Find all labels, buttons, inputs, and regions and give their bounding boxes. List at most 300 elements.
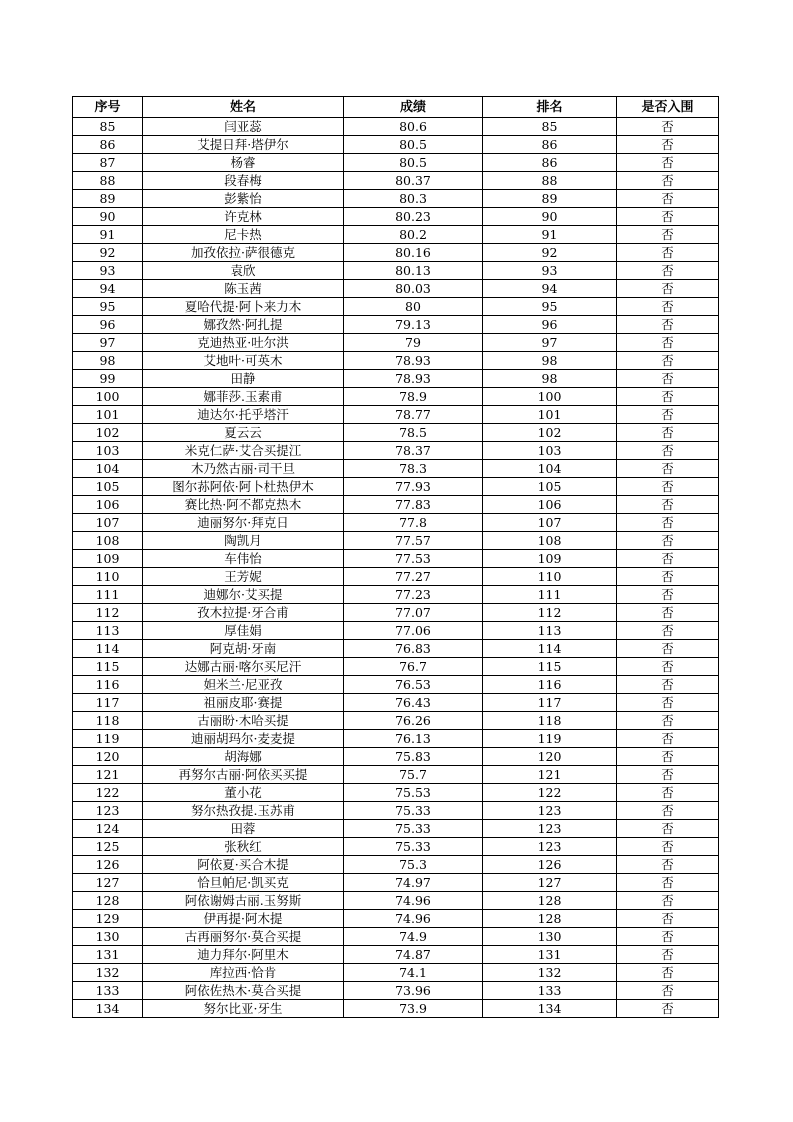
cell-score: 80.6 (344, 118, 483, 136)
cell-rank: 128 (483, 892, 617, 910)
cell-rank: 86 (483, 136, 617, 154)
cell-shortlisted: 否 (617, 730, 719, 748)
cell-shortlisted: 否 (617, 748, 719, 766)
cell-serial-number: 114 (73, 640, 143, 658)
cell-shortlisted: 否 (617, 514, 719, 532)
cell-rank: 104 (483, 460, 617, 478)
cell-rank: 112 (483, 604, 617, 622)
cell-shortlisted: 否 (617, 676, 719, 694)
table-row (73, 424, 719, 442)
cell-score: 75.33 (344, 802, 483, 820)
table-row (73, 1000, 719, 1018)
cell-name: 再努尔古丽·阿依买买提 (143, 766, 344, 784)
cell-serial-number: 106 (73, 496, 143, 514)
cell-score: 78.93 (344, 352, 483, 370)
table-row (73, 910, 719, 928)
table-row (73, 622, 719, 640)
cell-shortlisted: 否 (617, 478, 719, 496)
cell-shortlisted: 否 (617, 244, 719, 262)
cell-rank: 90 (483, 208, 617, 226)
cell-serial-number: 134 (73, 1000, 143, 1018)
cell-name: 王芳妮 (143, 568, 344, 586)
cell-serial-number: 126 (73, 856, 143, 874)
cell-name: 迪达尔·托乎塔汗 (143, 406, 344, 424)
header-shortlisted: 是否入围 (617, 97, 719, 118)
cell-shortlisted: 否 (617, 946, 719, 964)
table-row (73, 496, 719, 514)
cell-rank: 131 (483, 946, 617, 964)
cell-serial-number: 118 (73, 712, 143, 730)
table-row (73, 352, 719, 370)
table-row (73, 154, 719, 172)
table-row (73, 676, 719, 694)
cell-shortlisted: 否 (617, 658, 719, 676)
header-serial-number: 序号 (73, 97, 143, 118)
cell-score: 80.5 (344, 136, 483, 154)
cell-shortlisted: 否 (617, 496, 719, 514)
cell-serial-number: 125 (73, 838, 143, 856)
score-table (72, 96, 719, 1018)
cell-name: 恰旦帕尼·凯买克 (143, 874, 344, 892)
cell-serial-number: 124 (73, 820, 143, 838)
cell-name: 杨睿 (143, 154, 344, 172)
cell-rank: 117 (483, 694, 617, 712)
cell-serial-number: 94 (73, 280, 143, 298)
cell-rank: 101 (483, 406, 617, 424)
cell-rank: 113 (483, 622, 617, 640)
cell-serial-number: 88 (73, 172, 143, 190)
table-row (73, 586, 719, 604)
cell-rank: 98 (483, 352, 617, 370)
cell-rank: 122 (483, 784, 617, 802)
cell-score: 77.8 (344, 514, 483, 532)
cell-serial-number: 85 (73, 118, 143, 136)
cell-rank: 97 (483, 334, 617, 352)
table-row (73, 640, 719, 658)
header-name: 姓名 (143, 97, 344, 118)
cell-name: 赛比热·阿不都克热木 (143, 496, 344, 514)
cell-score: 78.93 (344, 370, 483, 388)
cell-shortlisted: 否 (617, 550, 719, 568)
table-row (73, 982, 719, 1000)
header-rank: 排名 (483, 97, 617, 118)
cell-score: 74.9 (344, 928, 483, 946)
table-row (73, 172, 719, 190)
cell-score: 80.3 (344, 190, 483, 208)
cell-score: 80.5 (344, 154, 483, 172)
table-row (73, 856, 719, 874)
table-header (73, 97, 719, 118)
cell-name: 田蓉 (143, 820, 344, 838)
cell-serial-number: 121 (73, 766, 143, 784)
cell-serial-number: 103 (73, 442, 143, 460)
cell-score: 76.13 (344, 730, 483, 748)
cell-rank: 107 (483, 514, 617, 532)
cell-serial-number: 115 (73, 658, 143, 676)
cell-rank: 128 (483, 910, 617, 928)
cell-name: 娜菲莎.玉素甫 (143, 388, 344, 406)
cell-name: 阿依佐热木·莫合买提 (143, 982, 344, 1000)
cell-serial-number: 120 (73, 748, 143, 766)
cell-serial-number: 113 (73, 622, 143, 640)
cell-rank: 121 (483, 766, 617, 784)
cell-serial-number: 108 (73, 532, 143, 550)
table-body (73, 118, 719, 1018)
cell-serial-number: 116 (73, 676, 143, 694)
cell-shortlisted: 否 (617, 604, 719, 622)
table-row (73, 226, 719, 244)
cell-score: 74.97 (344, 874, 483, 892)
cell-shortlisted: 否 (617, 118, 719, 136)
cell-score: 73.96 (344, 982, 483, 1000)
cell-serial-number: 101 (73, 406, 143, 424)
cell-name: 妲米兰·尼亚孜 (143, 676, 344, 694)
cell-name: 古丽盼·木哈买提 (143, 712, 344, 730)
cell-score: 74.96 (344, 892, 483, 910)
cell-name: 陈玉茜 (143, 280, 344, 298)
cell-rank: 92 (483, 244, 617, 262)
cell-serial-number: 86 (73, 136, 143, 154)
cell-shortlisted: 否 (617, 568, 719, 586)
cell-rank: 103 (483, 442, 617, 460)
cell-rank: 123 (483, 802, 617, 820)
table-row (73, 478, 719, 496)
cell-serial-number: 130 (73, 928, 143, 946)
cell-score: 78.37 (344, 442, 483, 460)
cell-serial-number: 122 (73, 784, 143, 802)
cell-name: 努尔比亚·牙生 (143, 1000, 344, 1018)
cell-serial-number: 100 (73, 388, 143, 406)
cell-shortlisted: 否 (617, 406, 719, 424)
cell-shortlisted: 否 (617, 442, 719, 460)
cell-shortlisted: 否 (617, 838, 719, 856)
cell-name: 艾提日拜·塔伊尔 (143, 136, 344, 154)
cell-serial-number: 102 (73, 424, 143, 442)
cell-serial-number: 93 (73, 262, 143, 280)
cell-name: 董小花 (143, 784, 344, 802)
cell-name: 迪丽胡玛尔·麦麦提 (143, 730, 344, 748)
cell-serial-number: 127 (73, 874, 143, 892)
table-row (73, 820, 719, 838)
cell-rank: 85 (483, 118, 617, 136)
cell-rank: 108 (483, 532, 617, 550)
cell-rank: 130 (483, 928, 617, 946)
cell-shortlisted: 否 (617, 136, 719, 154)
cell-name: 迪丽努尔·拜克日 (143, 514, 344, 532)
table-row (73, 532, 719, 550)
cell-name: 娜孜然·阿扎提 (143, 316, 344, 334)
table-row (73, 316, 719, 334)
cell-shortlisted: 否 (617, 874, 719, 892)
cell-serial-number: 131 (73, 946, 143, 964)
cell-rank: 105 (483, 478, 617, 496)
cell-name: 陶凯月 (143, 532, 344, 550)
cell-score: 80.23 (344, 208, 483, 226)
cell-rank: 89 (483, 190, 617, 208)
cell-score: 80 (344, 298, 483, 316)
table-row (73, 370, 719, 388)
cell-score: 79 (344, 334, 483, 352)
cell-shortlisted: 否 (617, 460, 719, 478)
cell-rank: 100 (483, 388, 617, 406)
cell-rank: 123 (483, 820, 617, 838)
cell-score: 80.13 (344, 262, 483, 280)
cell-shortlisted: 否 (617, 910, 719, 928)
cell-score: 74.1 (344, 964, 483, 982)
cell-rank: 98 (483, 370, 617, 388)
cell-score: 73.9 (344, 1000, 483, 1018)
table-row (73, 838, 719, 856)
cell-serial-number: 89 (73, 190, 143, 208)
cell-shortlisted: 否 (617, 226, 719, 244)
cell-serial-number: 112 (73, 604, 143, 622)
cell-score: 77.57 (344, 532, 483, 550)
table-row (73, 460, 719, 478)
table-row (73, 280, 719, 298)
cell-name: 厚佳娟 (143, 622, 344, 640)
cell-rank: 88 (483, 172, 617, 190)
cell-score: 77.06 (344, 622, 483, 640)
cell-score: 74.87 (344, 946, 483, 964)
table-row (73, 802, 719, 820)
cell-name: 段春梅 (143, 172, 344, 190)
cell-name: 图尔荪阿依·阿卜杜热伊木 (143, 478, 344, 496)
cell-serial-number: 119 (73, 730, 143, 748)
cell-shortlisted: 否 (617, 892, 719, 910)
table-row (73, 964, 719, 982)
cell-name: 阿依谢姆古丽.玉努斯 (143, 892, 344, 910)
cell-name: 库拉西·恰肯 (143, 964, 344, 982)
cell-serial-number: 91 (73, 226, 143, 244)
cell-rank: 111 (483, 586, 617, 604)
cell-rank: 93 (483, 262, 617, 280)
cell-rank: 133 (483, 982, 617, 1000)
table-row (73, 874, 719, 892)
cell-rank: 91 (483, 226, 617, 244)
table-row (73, 658, 719, 676)
cell-serial-number: 98 (73, 352, 143, 370)
cell-score: 74.96 (344, 910, 483, 928)
cell-score: 78.5 (344, 424, 483, 442)
table-row (73, 514, 719, 532)
table-row (73, 298, 719, 316)
table-row (73, 244, 719, 262)
cell-serial-number: 104 (73, 460, 143, 478)
cell-score: 78.3 (344, 460, 483, 478)
cell-shortlisted: 否 (617, 1000, 719, 1018)
cell-name: 胡海娜 (143, 748, 344, 766)
cell-shortlisted: 否 (617, 262, 719, 280)
cell-serial-number: 99 (73, 370, 143, 388)
cell-shortlisted: 否 (617, 820, 719, 838)
cell-rank: 96 (483, 316, 617, 334)
cell-rank: 115 (483, 658, 617, 676)
cell-rank: 132 (483, 964, 617, 982)
cell-rank: 116 (483, 676, 617, 694)
cell-shortlisted: 否 (617, 172, 719, 190)
cell-shortlisted: 否 (617, 280, 719, 298)
cell-score: 76.43 (344, 694, 483, 712)
cell-score: 77.53 (344, 550, 483, 568)
cell-score: 77.27 (344, 568, 483, 586)
cell-score: 80.2 (344, 226, 483, 244)
cell-score: 75.33 (344, 838, 483, 856)
table-row (73, 712, 719, 730)
cell-rank: 126 (483, 856, 617, 874)
cell-shortlisted: 否 (617, 352, 719, 370)
cell-shortlisted: 否 (617, 694, 719, 712)
cell-serial-number: 109 (73, 550, 143, 568)
cell-shortlisted: 否 (617, 766, 719, 784)
cell-score: 75.53 (344, 784, 483, 802)
table-row (73, 892, 719, 910)
cell-name: 米克仁萨·艾合买提江 (143, 442, 344, 460)
cell-serial-number: 87 (73, 154, 143, 172)
cell-name: 阿克胡·牙南 (143, 640, 344, 658)
table-row (73, 136, 719, 154)
cell-score: 78.77 (344, 406, 483, 424)
cell-name: 车伟怡 (143, 550, 344, 568)
cell-score: 80.16 (344, 244, 483, 262)
cell-score: 80.37 (344, 172, 483, 190)
cell-name: 尼卡热 (143, 226, 344, 244)
cell-shortlisted: 否 (617, 208, 719, 226)
cell-rank: 106 (483, 496, 617, 514)
cell-serial-number: 129 (73, 910, 143, 928)
cell-serial-number: 107 (73, 514, 143, 532)
cell-rank: 120 (483, 748, 617, 766)
cell-score: 77.83 (344, 496, 483, 514)
cell-serial-number: 123 (73, 802, 143, 820)
cell-serial-number: 133 (73, 982, 143, 1000)
cell-rank: 102 (483, 424, 617, 442)
table-row (73, 262, 719, 280)
cell-shortlisted: 否 (617, 640, 719, 658)
table-row (73, 442, 719, 460)
table-row (73, 730, 719, 748)
cell-shortlisted: 否 (617, 370, 719, 388)
cell-shortlisted: 否 (617, 424, 719, 442)
table-row (73, 694, 719, 712)
cell-shortlisted: 否 (617, 622, 719, 640)
cell-shortlisted: 否 (617, 190, 719, 208)
cell-shortlisted: 否 (617, 586, 719, 604)
cell-name: 袁欣 (143, 262, 344, 280)
table-row (73, 784, 719, 802)
cell-score: 75.3 (344, 856, 483, 874)
cell-score: 76.83 (344, 640, 483, 658)
cell-serial-number: 92 (73, 244, 143, 262)
table-row (73, 388, 719, 406)
cell-serial-number: 111 (73, 586, 143, 604)
cell-shortlisted: 否 (617, 784, 719, 802)
cell-shortlisted: 否 (617, 334, 719, 352)
cell-rank: 110 (483, 568, 617, 586)
table-row (73, 766, 719, 784)
cell-name: 祖丽皮耶·赛提 (143, 694, 344, 712)
table-row (73, 568, 719, 586)
cell-name: 努尔热孜提.玉苏甫 (143, 802, 344, 820)
cell-shortlisted: 否 (617, 856, 719, 874)
cell-name: 艾地叶·可英木 (143, 352, 344, 370)
cell-score: 76.26 (344, 712, 483, 730)
cell-score: 77.93 (344, 478, 483, 496)
cell-name: 孜木拉提·牙合甫 (143, 604, 344, 622)
cell-rank: 127 (483, 874, 617, 892)
cell-name: 迪力拜尔·阿里木 (143, 946, 344, 964)
cell-serial-number: 128 (73, 892, 143, 910)
cell-name: 张秋红 (143, 838, 344, 856)
cell-serial-number: 97 (73, 334, 143, 352)
table-row (73, 604, 719, 622)
cell-serial-number: 110 (73, 568, 143, 586)
cell-rank: 134 (483, 1000, 617, 1018)
cell-name: 克迪热亚·吐尔洪 (143, 334, 344, 352)
cell-serial-number: 117 (73, 694, 143, 712)
cell-name: 阿依夏·买合木提 (143, 856, 344, 874)
cell-shortlisted: 否 (617, 928, 719, 946)
cell-name: 许克林 (143, 208, 344, 226)
table-row (73, 928, 719, 946)
cell-name: 夏云云 (143, 424, 344, 442)
cell-rank: 118 (483, 712, 617, 730)
table-row (73, 748, 719, 766)
cell-score: 75.33 (344, 820, 483, 838)
cell-name: 闫亚蕊 (143, 118, 344, 136)
table-row (73, 946, 719, 964)
cell-rank: 109 (483, 550, 617, 568)
cell-shortlisted: 否 (617, 298, 719, 316)
cell-score: 77.07 (344, 604, 483, 622)
cell-score: 77.23 (344, 586, 483, 604)
cell-name: 田静 (143, 370, 344, 388)
cell-shortlisted: 否 (617, 802, 719, 820)
cell-serial-number: 132 (73, 964, 143, 982)
cell-score: 78.9 (344, 388, 483, 406)
cell-score: 75.83 (344, 748, 483, 766)
cell-score: 75.7 (344, 766, 483, 784)
cell-score: 80.03 (344, 280, 483, 298)
cell-serial-number: 105 (73, 478, 143, 496)
cell-rank: 119 (483, 730, 617, 748)
cell-rank: 95 (483, 298, 617, 316)
cell-name: 加孜依拉·萨很德克 (143, 244, 344, 262)
cell-rank: 86 (483, 154, 617, 172)
table-row (73, 406, 719, 424)
cell-shortlisted: 否 (617, 154, 719, 172)
cell-score: 79.13 (344, 316, 483, 334)
cell-name: 伊再提·阿木提 (143, 910, 344, 928)
cell-score: 76.7 (344, 658, 483, 676)
cell-shortlisted: 否 (617, 532, 719, 550)
table-row (73, 334, 719, 352)
cell-rank: 123 (483, 838, 617, 856)
cell-name: 彭紫怡 (143, 190, 344, 208)
cell-shortlisted: 否 (617, 388, 719, 406)
table-row (73, 550, 719, 568)
cell-shortlisted: 否 (617, 982, 719, 1000)
cell-name: 古再丽努尔·莫合买提 (143, 928, 344, 946)
cell-serial-number: 95 (73, 298, 143, 316)
header-row (73, 97, 719, 118)
cell-shortlisted: 否 (617, 712, 719, 730)
header-score: 成绩 (344, 97, 483, 118)
table-row (73, 208, 719, 226)
table-row (73, 118, 719, 136)
cell-name: 迪娜尔·艾买提 (143, 586, 344, 604)
cell-shortlisted: 否 (617, 964, 719, 982)
cell-serial-number: 90 (73, 208, 143, 226)
